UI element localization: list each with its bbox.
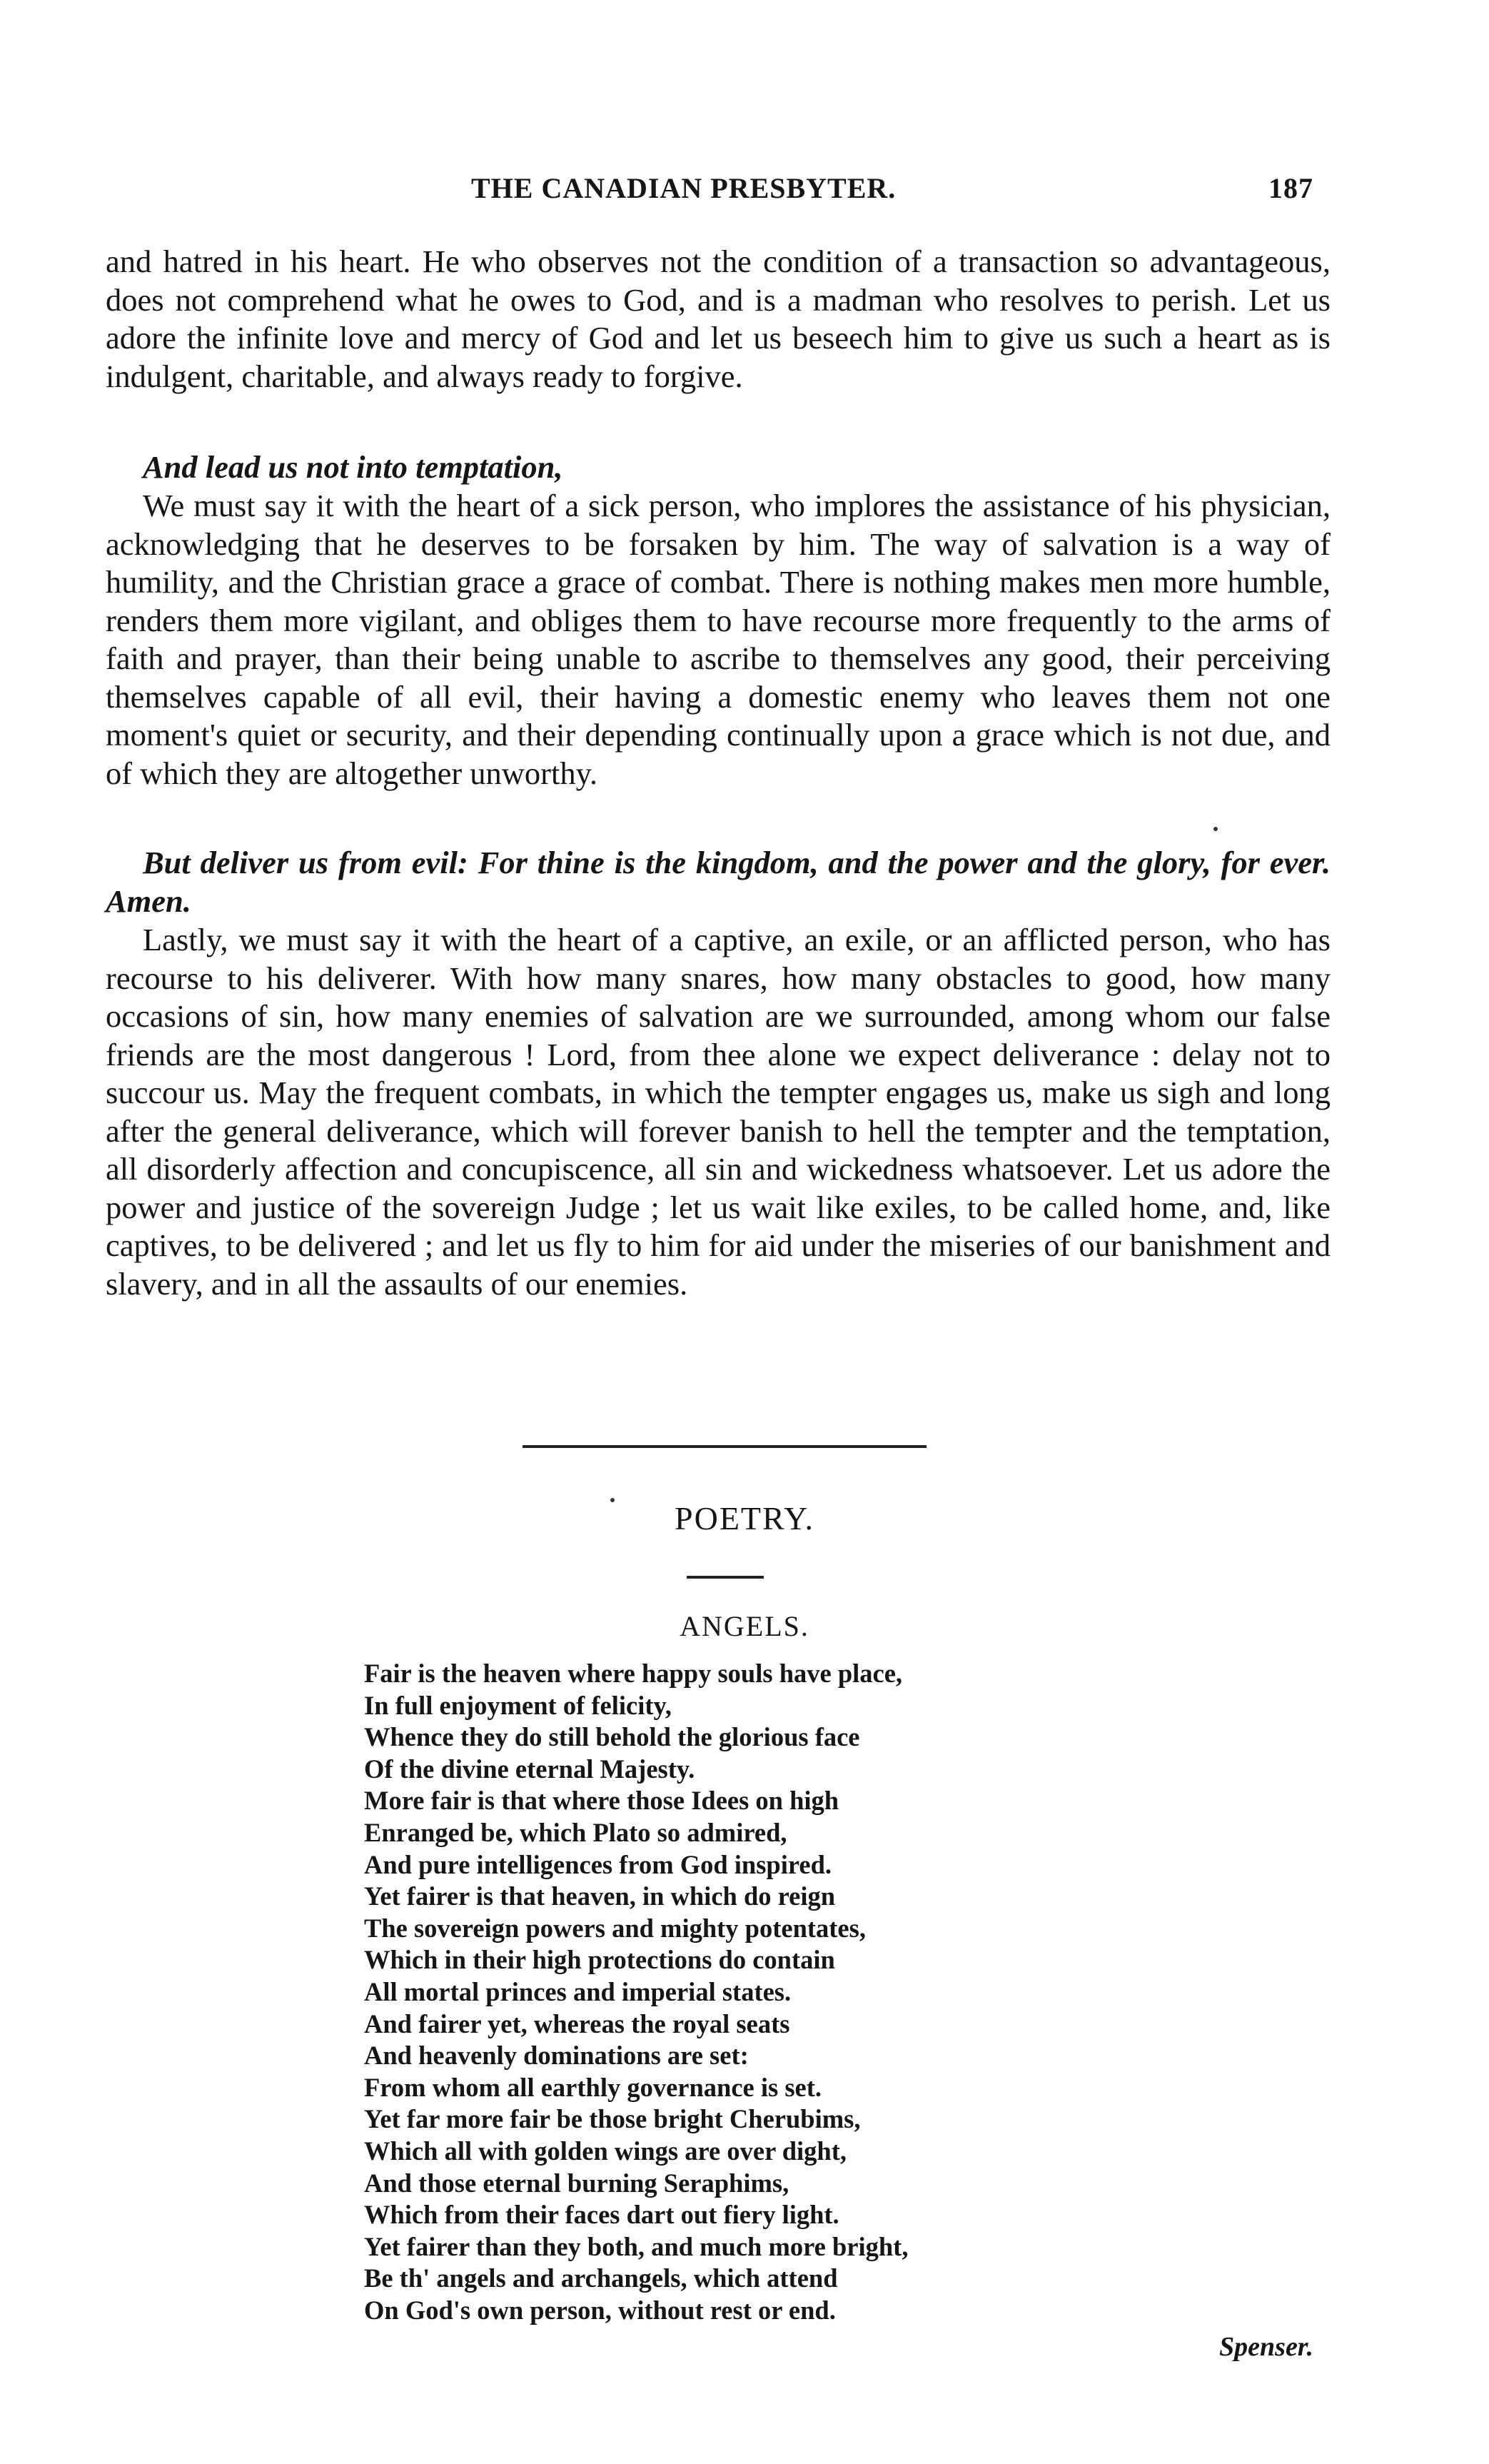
poem-line: Which in their high protections do contain <box>364 1945 835 1975</box>
poem-line: From whom all earthly governance is set. <box>364 2072 822 2102</box>
poem-line: All mortal princes and imperial states. <box>364 1976 792 2006</box>
poem-line: Yet fairer than they both, and much more bright, <box>364 2231 909 2261</box>
petition-text: And lead us not into temptation, <box>143 449 563 485</box>
section-title: POETRY. <box>675 1500 814 1537</box>
poem-line: Of the divine eternal Majesty. <box>364 1754 695 1784</box>
poem-line: The sovereign powers and mighty potentates, <box>364 1913 866 1943</box>
body-paragraph-1 <box>106 243 1331 396</box>
poem-attribution: Spenser. <box>1219 2332 1313 2362</box>
poem-line: Which all with golden wings are over dight, <box>364 2136 847 2166</box>
poem-line: Yet far more fair be those bright Cherubims, <box>364 2104 861 2134</box>
prayer-petition-1 <box>106 448 1331 487</box>
section-divider <box>523 1445 927 1448</box>
paragraph-text: Lastly, we must say it with the heart of a captive, an exile, or an afflicted person, who has recourse to his deliverer. With how many snares, how many obstacles to good, how many occasions of sin, how many enemies of salvation are we surrounded, among whom our false friends are the most dangerous ! Lord, from thee alone we expect deliverance : delay not to succour us. May the frequent combats, in which the tempter engages us, make us sigh and long after the general deliverance, which will forever banish to hell the tempter and the temptation, all disorderly affection and concupiscence, all sin and wickedness whatsoever. Let us adore the power and justice of the sovereign Judge ; let us wait like exiles, to be called home, and, like captives, to be delivered ; and let us fly to him for aid under the miseries of our banishment and slavery, and in all the assaults of our enemies. <box>106 922 1331 1302</box>
paragraph-text: and hatred in his heart. He who observes not the condition of a transaction so advantageous, does not comprehend what he owes to God, and is a madman who resolves to perish. Let us adore the infinite love and mercy of God and let us beseech him to give us such a heart as is indulgent, charitable, and always ready to forgive. <box>106 243 1331 394</box>
poem-line: Fair is the heaven where happy souls have place, <box>364 1659 903 1688</box>
running-title: THE CANADIAN PRESBYTER. <box>471 172 897 204</box>
poem-line: Enranged be, which Plato so admired, <box>364 1817 787 1847</box>
poem-line: In full enjoyment of felicity, <box>364 1690 672 1720</box>
print-speck <box>610 1498 615 1502</box>
page-number: 187 <box>1268 172 1313 204</box>
poem-line: And fairer yet, whereas the royal seats <box>364 2008 790 2038</box>
paragraph-text: We must say it with the heart of a sick person, who implores the assistance of his physician, acknowledging that he deserves to be forsaken by him. The way of salvation is a way of humility, and the Christian grace a grace of combat. There is nothing makes men more humble, renders them more vigilant, and obliges them to have recourse more frequently to the arms of faith and prayer, than their being unable to ascribe to themselves any good, their perceiving themselves capable of all evil, their having a domestic enemy who leaves them not one moment's quiet or security, and their depending continually upon a grace which is not due, and of which they are altogether unworthy. <box>106 488 1331 791</box>
body-paragraph-3 <box>106 921 1331 1303</box>
poem-body <box>364 1658 1106 2326</box>
poem-line: And those eternal burning Seraphims, <box>364 2168 789 2198</box>
petition-text: But deliver us from evil: For thine is the kingdom, and the power and the glory, for ever. Amen. <box>106 845 1331 919</box>
poem-line: And pure intelligences from God inspired. <box>364 1849 832 1879</box>
poem-line: Which from their faces dart out fiery light. <box>364 2200 839 2230</box>
prayer-petition-2 <box>106 844 1331 920</box>
poem-line: Be th' angels and archangels, which attend <box>364 2263 838 2293</box>
poem-line: And heavenly dominations are set: <box>364 2041 749 2071</box>
page-header <box>471 171 1313 214</box>
poem-title: ANGELS. <box>680 1610 809 1642</box>
print-speck <box>1213 827 1218 831</box>
poem-line: On God's own person, without rest or end. <box>364 2295 836 2325</box>
poem-line: Yet fairer is that heaven, in which do reign <box>364 1881 836 1911</box>
body-paragraph-2 <box>106 487 1331 793</box>
poem-line: More fair is that where those Idees on high <box>364 1786 839 1816</box>
title-divider <box>687 1576 764 1579</box>
poem-line: Whence they do still behold the glorious face <box>364 1722 860 1752</box>
